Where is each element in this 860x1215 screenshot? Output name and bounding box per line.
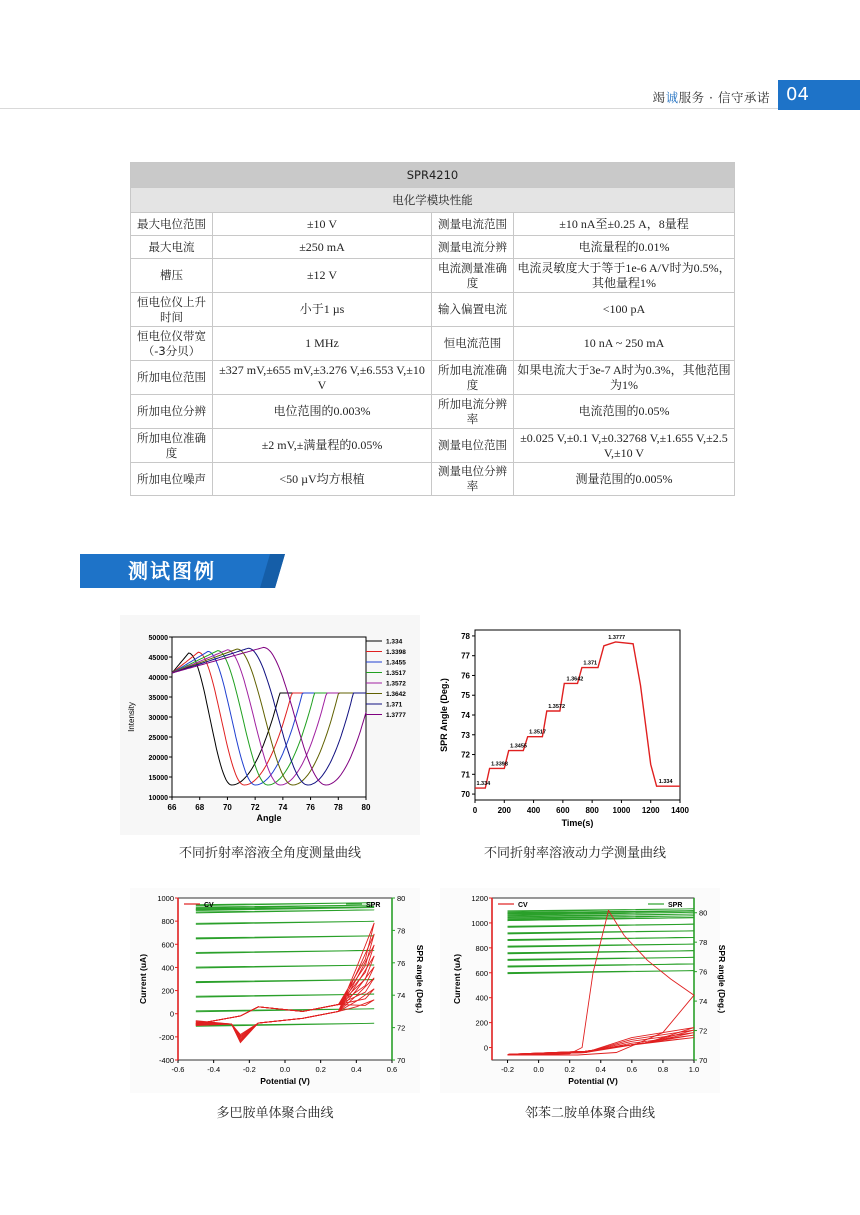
x-tick-label: -0.4 xyxy=(207,1065,221,1074)
param-label: 测量电位范围 xyxy=(432,429,514,463)
x-tick-label: -0.6 xyxy=(171,1065,185,1074)
param-label: 电流测量准确度 xyxy=(432,259,514,293)
param-label: 恒电流范围 xyxy=(432,327,514,361)
caption-kinetics: 不同折射率溶液动力学测量曲线 xyxy=(483,846,666,861)
caption-dopamine: 多巴胺单体聚合曲线 xyxy=(216,1106,334,1121)
param-value: 如果电流大于3e-7 A时为0.3%，其他范围为1% xyxy=(514,361,735,395)
x-tick-label: 600 xyxy=(556,806,570,815)
data-label: 1.3398 xyxy=(491,761,508,768)
y-tick-label: 600 xyxy=(475,968,488,978)
kinetics-chart xyxy=(425,620,700,835)
x-tick-label: 800 xyxy=(585,806,599,815)
param-label: 槽压 xyxy=(131,259,213,293)
table-subtitle: 电化学模块性能 xyxy=(131,188,735,213)
y-tick-label: 10000 xyxy=(148,795,168,802)
y2-tick-label: 80 xyxy=(699,908,708,918)
y-tick-label: 45000 xyxy=(148,655,168,662)
x-tick-label: 66 xyxy=(167,803,177,812)
x-tick-label: 1000 xyxy=(612,806,631,815)
phenylenediamine-cv-chart xyxy=(440,888,727,1093)
param-label: 测量电流范围 xyxy=(432,213,514,236)
y-tick-label: 74 xyxy=(461,711,470,720)
legend-label: 1.3398 xyxy=(386,649,406,656)
x-axis-label: Time(s) xyxy=(561,818,594,828)
legend-label: 1.3777 xyxy=(386,712,406,719)
y-tick-label: 73 xyxy=(461,730,470,740)
caption-angle-scan: 不同折射率溶液全角度测量曲线 xyxy=(178,846,361,861)
x-tick-label: 74 xyxy=(278,803,288,812)
y2-axis-label: SPR angle (Deg.) xyxy=(415,944,425,1014)
data-label: 1.334 xyxy=(658,779,673,786)
y2-tick-label: 80 xyxy=(397,894,406,903)
y-tick-label: 200 xyxy=(161,986,174,996)
y-tick-label: 1200 xyxy=(471,894,488,903)
y2-tick-label: 70 xyxy=(699,1056,708,1065)
table-row xyxy=(131,463,735,496)
param-label: 最大电位范围 xyxy=(131,213,213,236)
y2-tick-label: 72 xyxy=(397,1023,406,1033)
data-label: 1.334 xyxy=(476,781,491,788)
param-value: <100 pA xyxy=(514,293,735,327)
table-row xyxy=(131,236,735,259)
section-title: 测试图例 xyxy=(128,559,216,583)
x-tick-label: 0.6 xyxy=(386,1065,398,1074)
table-row xyxy=(131,361,735,395)
table-title: SPR4210 xyxy=(131,163,735,188)
legend-label: SPR xyxy=(668,902,683,909)
y2-axis-label: SPR angle (Deg.) xyxy=(717,944,727,1014)
param-value: ±12 V xyxy=(213,259,432,293)
y-tick-label: 25000 xyxy=(148,735,168,742)
y-tick-label: 20000 xyxy=(148,755,168,762)
data-label: 1.3777 xyxy=(608,634,626,641)
plot-frame xyxy=(492,898,694,1060)
param-value: ±327 mV,±655 mV,±3.276 V,±6.553 V,±10 V xyxy=(213,361,432,395)
table-row xyxy=(131,429,735,463)
x-tick-label: 0.4 xyxy=(595,1065,606,1074)
legend-label: 1.3642 xyxy=(386,691,406,698)
y2-tick-label: 78 xyxy=(397,926,406,936)
y-tick-label: 1000 xyxy=(471,918,488,928)
data-label: 1.3642 xyxy=(566,676,584,683)
param-label: 输入偏置电流 xyxy=(432,293,514,327)
param-value: ±10 nA至±0.25 A，8量程 xyxy=(514,213,735,236)
page-number: 04 xyxy=(778,80,860,110)
y2-tick-label: 76 xyxy=(699,967,708,977)
y2-tick-label: 74 xyxy=(397,991,406,1001)
y-tick-label: -200 xyxy=(158,1032,174,1042)
param-value: ±250 mA xyxy=(213,236,432,259)
x-tick-label: 80 xyxy=(361,803,371,812)
y-axis-label: SPR Angle (Deg.) xyxy=(439,678,449,752)
x-tick-label: 0 xyxy=(472,806,478,815)
x-tick-label: 400 xyxy=(526,806,541,815)
x-tick-label: 1.0 xyxy=(688,1065,700,1074)
param-label: 测量电流分辨 xyxy=(432,236,514,259)
y2-tick-label: 72 xyxy=(699,1026,708,1036)
param-value: ±10 V xyxy=(213,213,432,236)
y-tick-label: 400 xyxy=(161,963,174,973)
param-value: ±2 mV,±满量程的0.05% xyxy=(213,429,432,463)
x-tick-label: 70 xyxy=(222,803,232,812)
param-value: 小于1 µs xyxy=(213,293,432,327)
y-axis-label: Intensity xyxy=(127,702,136,732)
x-tick-label: 76 xyxy=(306,803,316,812)
param-value: 电位范围的0.003% xyxy=(213,395,432,429)
angle-scan-chart xyxy=(120,615,420,835)
x-tick-label: -0.2 xyxy=(242,1065,256,1074)
x-tick-label: 1400 xyxy=(671,806,689,815)
x-axis-label: Potential (V) xyxy=(260,1076,310,1086)
param-label: 所加电位准确度 xyxy=(131,429,213,463)
plot-frame xyxy=(475,630,680,800)
y-tick-label: 1000 xyxy=(157,894,174,903)
x-axis-label: Potential (V) xyxy=(568,1076,618,1086)
param-label: 所加电位噪声 xyxy=(131,463,213,496)
header-divider xyxy=(0,108,778,109)
param-value: 电流量程的0.01% xyxy=(514,236,735,259)
y-tick-label: 400 xyxy=(475,993,488,1003)
param-label: 所加电流准确度 xyxy=(432,361,514,395)
legend-label: 1.3572 xyxy=(386,680,406,688)
caption-phenylenediamine: 邻苯二胺单体聚合曲线 xyxy=(524,1106,655,1121)
param-label: 测量电位分辨率 xyxy=(432,463,514,496)
header-slogan: 竭诚服务 · 信守承诺 xyxy=(652,90,770,105)
x-tick-label: 0.6 xyxy=(626,1065,638,1074)
y-axis-label: Current (uA) xyxy=(138,953,148,1005)
y-tick-label: 78 xyxy=(461,631,470,641)
data-label: 1.371 xyxy=(583,660,598,667)
x-tick-label: 0.2 xyxy=(564,1065,575,1074)
table-row xyxy=(131,293,735,327)
y-tick-label: -400 xyxy=(158,1056,174,1065)
param-value: 测量范围的0.005% xyxy=(514,463,735,496)
x-tick-label: -0.2 xyxy=(501,1065,515,1074)
y-tick-label: 15000 xyxy=(148,775,168,782)
param-value: 电流范围的0.05% xyxy=(514,395,735,429)
y-tick-label: 600 xyxy=(161,940,174,950)
y-axis-label: Current (uA) xyxy=(452,953,462,1005)
x-tick-label: 1200 xyxy=(641,806,660,815)
param-value: 电流灵敏度大于等于1e-6 A/V时为0.5%，其他量程1% xyxy=(514,259,735,293)
legend-label: 1.3455 xyxy=(386,659,406,667)
legend-label: 1.3517 xyxy=(386,670,406,677)
param-label: 最大电流 xyxy=(131,236,213,259)
y2-tick-label: 74 xyxy=(699,997,708,1007)
section-banner xyxy=(80,554,285,588)
y-tick-label: 70 xyxy=(461,790,470,800)
y-tick-label: 50000 xyxy=(148,635,168,642)
x-tick-label: 78 xyxy=(333,803,343,812)
param-label: 恒电位仪带宽（-3分贝） xyxy=(131,327,213,361)
y-tick-label: 800 xyxy=(475,943,488,953)
y-tick-label: 0 xyxy=(169,1009,174,1019)
dopamine-cv-chart xyxy=(130,888,425,1093)
y2-tick-label: 76 xyxy=(397,958,406,968)
y-tick-label: 77 xyxy=(461,651,470,661)
data-label: 1.3517 xyxy=(529,729,547,736)
x-tick-label: 0.4 xyxy=(351,1065,362,1074)
x-tick-label: 200 xyxy=(497,806,511,815)
y-tick-label: 0 xyxy=(483,1043,488,1053)
data-label: 1.3572 xyxy=(548,704,566,711)
y-tick-label: 75 xyxy=(461,691,470,701)
legend-label: SPR xyxy=(366,902,381,909)
y-tick-label: 800 xyxy=(161,917,174,927)
param-label: 所加电位范围 xyxy=(131,361,213,395)
legend-label: 1.334 xyxy=(386,638,403,646)
x-tick-label: 0.8 xyxy=(657,1065,669,1074)
param-value: 10 nA ~ 250 mA xyxy=(514,327,735,361)
y-tick-label: 71 xyxy=(461,770,470,780)
y-tick-label: 72 xyxy=(461,750,470,760)
legend-label: CV xyxy=(518,902,528,909)
legend-label: 1.371 xyxy=(386,701,403,709)
y-tick-label: 200 xyxy=(475,1018,488,1028)
y2-tick-label: 78 xyxy=(699,938,708,948)
x-tick-label: 0.2 xyxy=(315,1065,326,1074)
x-tick-label: 0.0 xyxy=(279,1065,291,1074)
param-label: 恒电位仪上升时间 xyxy=(131,293,213,327)
table-row xyxy=(131,259,735,293)
table-row xyxy=(131,395,735,429)
x-tick-label: 0.0 xyxy=(533,1065,544,1074)
y2-tick-label: 70 xyxy=(397,1056,406,1065)
y-tick-label: 76 xyxy=(461,671,470,681)
y-tick-label: 40000 xyxy=(148,675,168,682)
legend-label: CV xyxy=(204,902,214,909)
param-value: <50 µV均方根植 xyxy=(213,463,432,496)
data-label: 1.3455 xyxy=(510,743,527,750)
param-value: ±0.025 V,±0.1 V,±0.32768 V,±1.655 V,±2.5 V,±10 V xyxy=(514,429,735,463)
param-label: 所加电流分辨率 xyxy=(432,395,514,429)
x-tick-label: 68 xyxy=(195,803,205,812)
table-row xyxy=(131,327,735,361)
param-label: 所加电位分辨 xyxy=(131,395,213,429)
y-tick-label: 30000 xyxy=(148,715,168,722)
x-tick-label: 72 xyxy=(250,803,260,812)
y-tick-label: 35000 xyxy=(148,695,168,702)
table-row xyxy=(131,213,735,236)
x-axis-label: Angle xyxy=(256,813,282,823)
param-value: 1 MHz xyxy=(213,327,432,361)
spec-table xyxy=(130,162,735,496)
